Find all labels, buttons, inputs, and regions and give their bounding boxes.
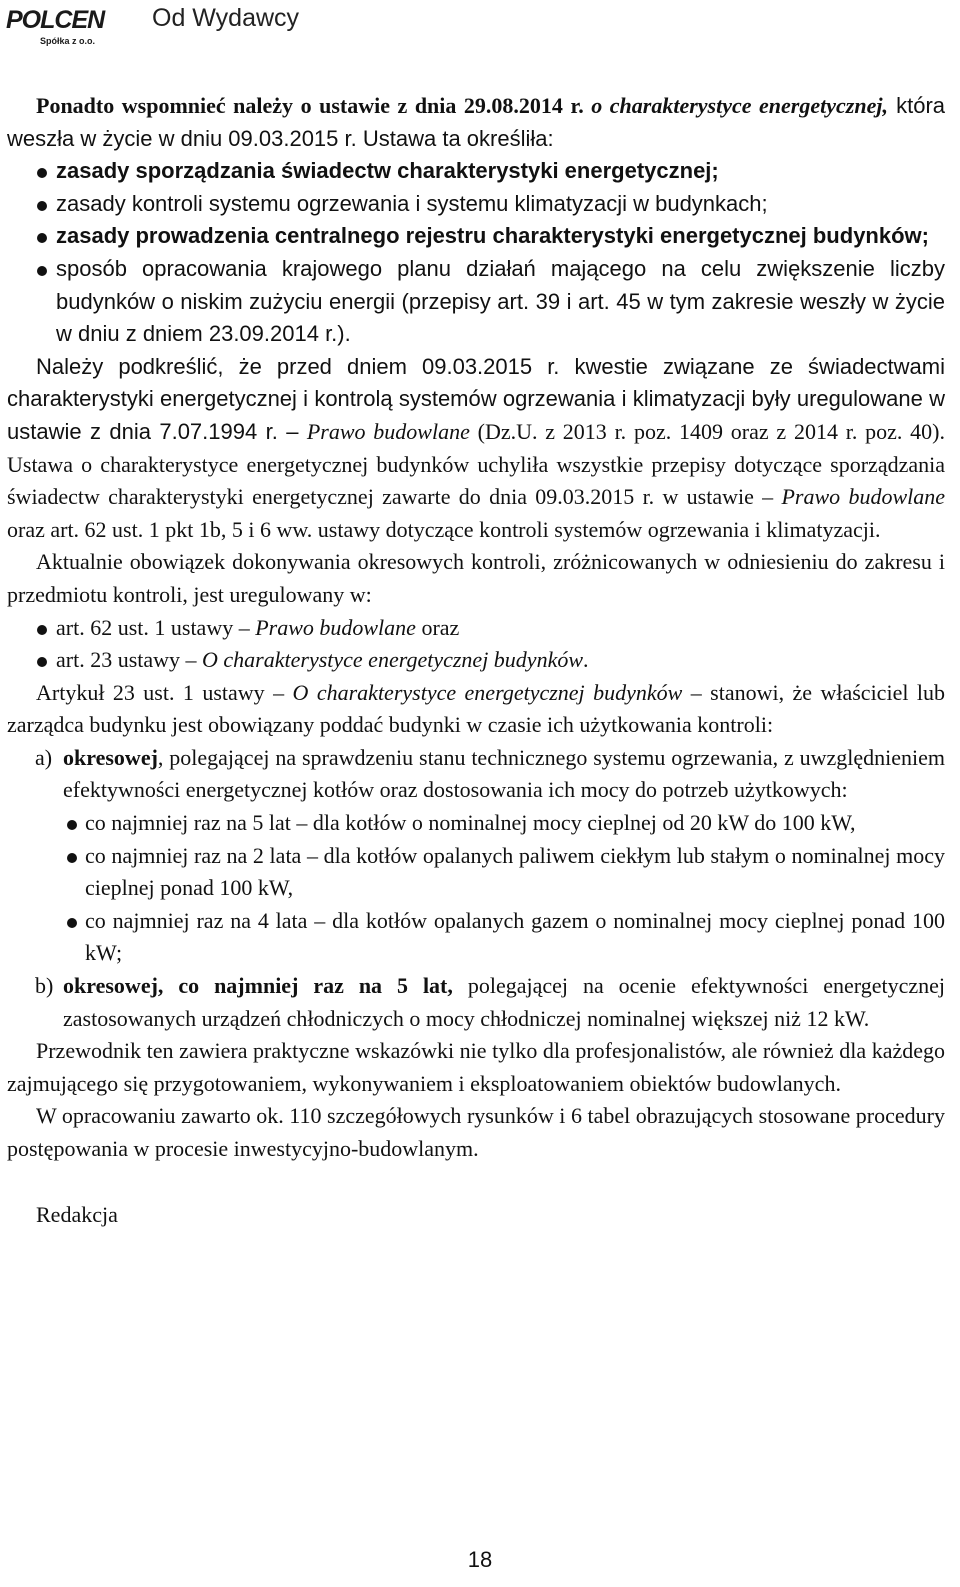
intro-bold-text: Ponadto wspomnieć należy o ustawie z dnia 29.08.2014 r.: [36, 93, 592, 118]
text-span: Artykuł 23 ust. 1 ustawy –: [36, 679, 293, 705]
act-title: O charakterystyce energetycznej budynków: [202, 647, 584, 673]
signature: Redakcja: [36, 1201, 118, 1227]
paragraph-guide: Przewodnik ten zawiera praktyczne wskazówki nie tylko dla profesjonalistów, ale również dla każdego zajmującego się przygotowaniem, wykonywaniem i eksploatowaniem obiektów budowlanych.: [7, 1038, 945, 1096]
item-b: [7, 970, 945, 1035]
paragraph-article-23: [7, 677, 945, 742]
spacer: [7, 1166, 945, 1199]
intro-paragraph: [7, 90, 945, 155]
paragraph-regulation: Aktualnie obowiązek dokonywania okresowych kontroli, zróżnicowanych w odniesieniu do zakresu i przedmiotu kontroli, jest uregulowany w:: [7, 549, 945, 607]
paragraph-contents: W opracowaniu zawarto ok. 110 szczegółowych rysunków i 6 tabel obrazujących stosowane procedury postępowania w procesie inwestycyjno-budowlanym.: [7, 1103, 945, 1161]
act-title: Prawo budowlane: [255, 614, 416, 640]
text-span: art. 23 ustawy –: [56, 647, 203, 673]
act-title: Prawo budowlane: [306, 418, 470, 444]
list-item: zasady kontroli systemu ogrzewania i systemu klimatyzacji w budynkach;: [7, 188, 945, 221]
text-span: polegającej na ocenie efektywności energetycznej zastosowanych urządzeń chłodniczych o mocy chłodniczej nominalnej większej niż 12 kW.: [63, 973, 945, 1031]
act-title: Prawo budowlane: [781, 484, 945, 510]
intro-act-title: o charakterystyce energetycznej,: [591, 93, 888, 118]
item-bold: okresowej: [63, 744, 158, 770]
section-title: Od Wydawcy: [152, 4, 300, 32]
list-item: sposób opracowania krajowego planu działań mającego na celu zwiększenie liczby budynków o niskim zużyciu energii (przepisy art. 39 i art. 45 w tym zakresie weszły w życie w dniu z dniem 23.09.2014 r.).: [7, 253, 945, 351]
logo-wordmark: POLCEN: [6, 6, 105, 34]
page-header: [0, 0, 960, 56]
text-span: art. 62 ust. 1 ustawy –: [56, 614, 256, 640]
paragraph-history: [7, 351, 945, 547]
list-item: [7, 612, 945, 645]
text-span: oraz art. 62 ust. 1 pkt 1b, 5 i 6 ww. ustawy dotyczące kontroli systemów ogrzewania i klimatyzacji.: [7, 516, 881, 542]
item-label: b): [35, 973, 54, 999]
publisher-logo: [6, 6, 105, 50]
act-title: O charakterystyce energetycznej budynków: [292, 679, 683, 705]
intro-text: która weszła w życie w dniu 09.03.2015 r. Ustawa ta określiła:: [7, 93, 946, 151]
document-body: [7, 90, 945, 1231]
list-item: co najmniej raz na 5 lat – dla kotłów o nominalnej mocy cieplnej od 20 kW do 100 kW,: [7, 807, 945, 840]
list-item: zasady sporządzania świadectw charakterystyki energetycznej;: [7, 155, 945, 188]
page-number: 18: [467, 1547, 493, 1572]
text-span: Należy podkreślić, że przed dniem 09.03.2015 r. kwestie związane ze świadectwami charakterystyki energetycznej i kontrolą systemów ogrzewania i klimatyzacji były uregulowane w ustawie z dnia 7.07.1994 r. –: [7, 353, 945, 444]
list-item: zasady prowadzenia centralnego rejestru charakterystyki energetycznej budynków;: [7, 220, 945, 253]
item-label: a): [35, 744, 53, 770]
list-item: [7, 644, 945, 677]
text-span: .: [583, 647, 589, 673]
list-item: co najmniej raz na 4 lata – dla kotłów opalanych gazem o nominalnej mocy cieplnej ponad 100 kW;: [7, 905, 945, 970]
list-item: co najmniej raz na 2 lata – dla kotłów opalanych paliwem ciekłym lub stałym o nominalnej mocy cieplnej ponad 100 kW,: [7, 840, 945, 905]
text-span: (Dz.U. z 2013 r. poz. 1409 oraz z 2014 r. poz. 40). Ustawa o charakterystyce energetycznej budynków uchyliła wszystkie przepisy dotyczące sporządzania świadectw charakterystyki energetycznej zawarte do dnia 09.03.2015 r. w ustawie –: [7, 418, 945, 510]
text-span: – stanowi, że właściciel lub zarządca budynku jest obowiązany poddać budynki w czasie ich użytkowania kontroli:: [7, 679, 945, 738]
text-span: oraz: [415, 614, 460, 640]
text-span: , polegającej na sprawdzeniu stanu technicznego systemu ogrzewania, z uwzględnieniem efektywności energetycznej kotłów oraz dostosowania ich mocy do potrzeb użytkowych:: [63, 744, 945, 803]
logo-subtitle: Spółka z o.o.: [40, 36, 96, 46]
item-bold: okresowej, co najmniej raz na 5 lat,: [63, 973, 453, 999]
item-a: [7, 742, 945, 807]
